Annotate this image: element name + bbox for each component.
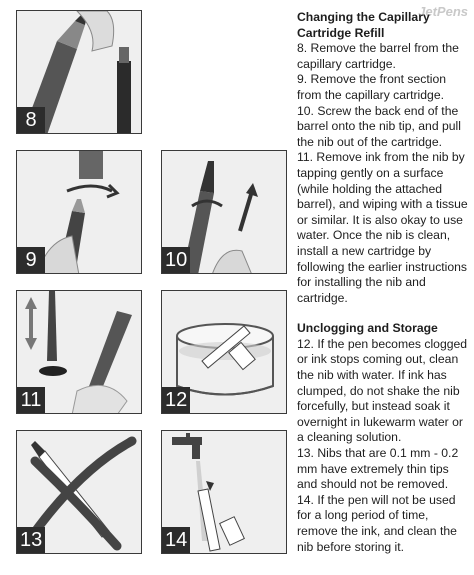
- section-heading-refill: Changing the Capillary Cartridge Refill: [297, 10, 430, 40]
- step-text-14: 14. If the pen will not be used for a long period of time, remove the ink, and clean the nib before storing it.: [297, 492, 457, 554]
- illustration-panel-12: [161, 290, 287, 414]
- step-number-10: 10: [162, 247, 190, 273]
- illustration-panel-9: [16, 150, 142, 274]
- step-number-14: 14: [162, 527, 190, 553]
- step-text-11: 11. Remove ink from the nib by tapping gently on a surface (while holding the attached barrel), and wiping with a tissue or similar. It is also okay to use water. Once the nib is clean, install a new cartridge by following the earlier instructions for installing the nib and cartridge.: [297, 150, 468, 305]
- section-heading-storage: Unclogging and Storage: [297, 321, 438, 336]
- step-text-12: 12. If the pen becomes clogged or ink stops coming out, clean the nib with water. If ink has clumped, do not shake the nib forcefully, but instead soak it overnight in lukewarm water or a cleaning solution.: [297, 336, 468, 445]
- instructions-column: [297, 10, 469, 555]
- step-number-11: 11: [17, 387, 45, 413]
- step-text-8: 8. Remove the barrel from the capillary cartridge.: [297, 41, 459, 71]
- step-number-9: 9: [17, 247, 45, 273]
- step-number-13: 13: [17, 527, 45, 553]
- step-text-9: 9. Remove the front section from the capillary cartridge.: [297, 72, 447, 102]
- step-text-10: 10. Screw the back end of the barrel onto the nib tip, and pull the nib out of the cartridge.: [297, 103, 461, 149]
- illustration-panel-14: [161, 430, 287, 554]
- step-number-12: 12: [162, 387, 190, 413]
- illustration-panel-11: [16, 290, 142, 414]
- illustration-panel-8: [16, 10, 142, 134]
- watermark: JetPens: [418, 4, 468, 19]
- step-text-13: 13. Nibs that are 0.1 mm - 0.2 mm have extremely thin tips and should not be removed.: [297, 446, 459, 492]
- illustration-panel-10: [161, 150, 287, 274]
- illustration-panel-13: [16, 430, 142, 554]
- step-number-8: 8: [17, 107, 45, 133]
